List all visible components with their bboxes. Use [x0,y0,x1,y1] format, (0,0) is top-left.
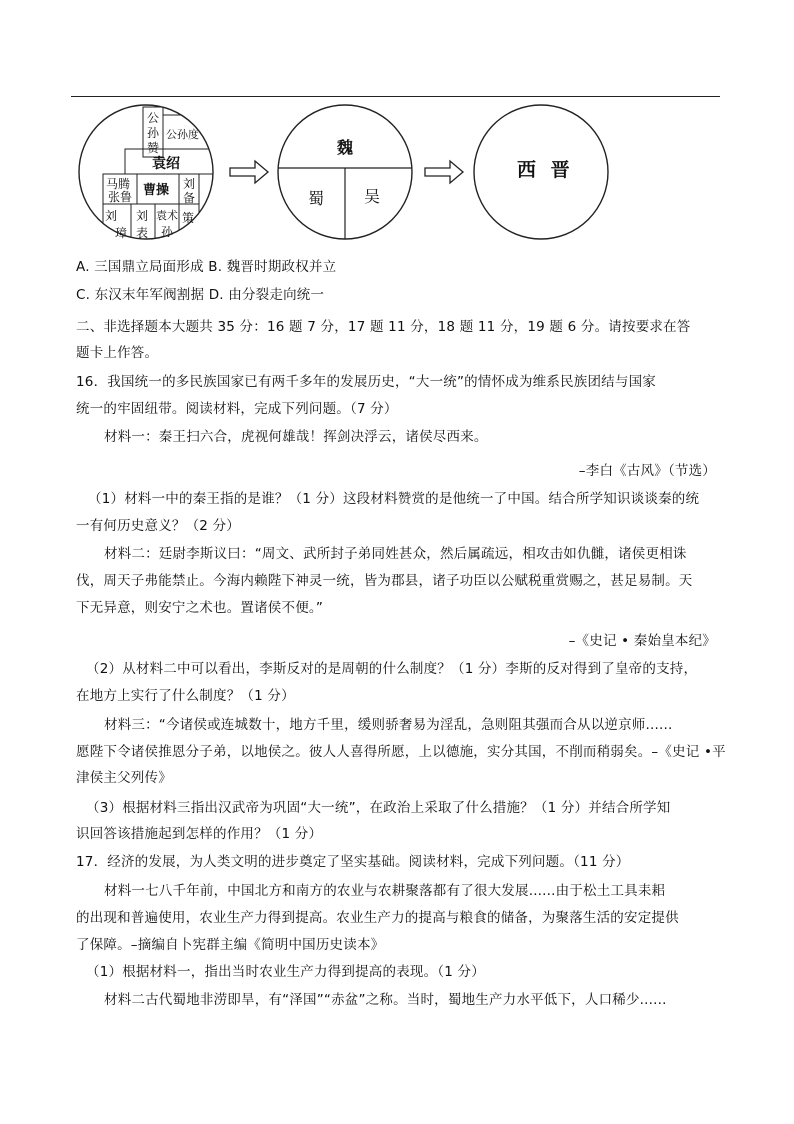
q16-source2: –《史记 • 秦始皇本纪》 [568,633,716,649]
q16-sub2-cont: 在地方上实行了什么制度？（1 分） [76,688,295,704]
q16-material2-cont1: 伐，周天子弗能禁止。今海内赖陛下神灵一统，皆为郡县，诸子功臣以公赋税重赏赐之，甚足易制。天 [76,573,693,589]
q17-material2: 材料二古代蜀地非涝即旱，有“泽国”“赤盆”之称。当时，蜀地生产力水平低下，人口稀少...... [104,992,667,1008]
arrow-right-icon [230,161,268,183]
q16-intro-cont: 统一的牢固纽带。阅读材料，完成下列问题。（7 分） [76,401,398,417]
cell-mateng: 马腾 [106,177,131,191]
cell-yuanshu: 袁术 [156,209,178,222]
q16-material1: 材料一：秦王扫六合，虎视何雄哉！挥剑决浮云，诸侯尽西来。 [104,429,488,445]
q17-intro: 17．经济的发展，为人类文明的进步奠定了坚实基础。阅读材料，完成下列问题。（11 分） [76,854,630,870]
cell-zan: 赞 [147,141,160,155]
q16-material3: 材料三：“今诸侯或连城数十，地方千里，缓则骄奢易为淫乱，急则阻其强而合从以逆京师...... [104,717,673,733]
cell-zhanglu: 张鲁 [108,190,133,204]
option-cd: C. 东汉末年军阀割据 D. 由分裂走向统一 [76,287,325,303]
history-diagram [75,100,635,250]
label-wu: 吴 [364,187,381,206]
warlords-circle [79,105,213,242]
label-wei: 魏 [337,138,354,157]
q16-material2-cont2: 下无异意，则安宁之术也。置诸侯不便。” [76,600,324,616]
cell-yuanshao: 袁绍 [152,156,180,172]
three-kingdoms-circle [278,105,412,239]
q16-material3-cont2: 津侯主父列传》 [76,770,172,786]
q16-sub3: （3）根据材料三指出汉武帝为巩固“大一统”，在政治上采取了什么措施？（1 分）并结合所学知 [86,800,671,816]
q17-sub1: （1）根据材料一，指出当时农业生产力得到提高的表现。（1 分） [86,964,485,980]
cell-zhang: 璋 [115,226,128,240]
q16-sub1-cont: 一有何历史意义？（2 分） [76,518,240,534]
header-rule [71,96,720,97]
arrow-right-icon [425,161,463,183]
q17-material1-cont1: 的出现和普遍使用，农业生产力得到提高。农业生产力的提高与粮食的储备，为聚落生活的安定提供 [76,910,679,926]
q16-material2: 材料二：廷尉李斯议曰：“周文、武所封子弟同姓甚众，然后属疏远，相攻击如仇雠，诸侯更相诛 [104,546,687,562]
q17-material1: 材料一七八千年前，中国北方和南方的农业与农耕聚落都有了很大发展......由于松土工具耒耜 [104,883,666,899]
q17-material1-cont2: 了保障。–摘编自卜宪群主编《简明中国历史读本》 [76,937,385,953]
section2-heading-cont: 题卡上作答。 [76,345,159,361]
section2-heading: 二、非选择题本大题共 35 分：16 题 7 分，17 题 11 分，18 题 11 分，19 题 6 分。请按要求在答 [76,319,691,335]
q16-source1: –李白《古风》（节选） [578,463,716,479]
cell-sunb: 孙 [161,225,174,239]
cell-ce: 策 [182,211,195,225]
q16-intro: 16．我国统一的多民族国家已有两千多年的发展历史，“大一统”的情怀成为维系民族团结与国家 [76,374,656,390]
cell-gong: 公 [147,111,160,125]
label-xijin: 西 晋 [517,159,574,181]
q16-material3-cont1: 愿陛下令诸侯推恩分子弟，以地侯之。彼人人喜得所愿，上以德施，实分其国，不削而稍弱矣。–《史记 •平 [76,744,726,760]
cell-biao: 表 [136,226,149,240]
cell-gongsundu: 公孙度 [166,128,199,141]
cell-liu-a: 刘 [183,177,196,191]
q16-sub2: （2）从材料二中可以看出，李斯反对的是周朝的什么制度？（1 分）李斯的反对得到了皇帝的支持， [86,661,698,677]
option-ab: A. 三国鼎立局面形成 B. 魏晋时期政权并立 [76,259,337,275]
cell-bei: 备 [183,191,196,205]
cell-caocao: 曹操 [143,183,170,198]
cell-liu-b: 刘 [105,209,118,223]
label-shu: 蜀 [308,189,325,208]
q16-sub1: （1）材料一中的秦王指的是谁？（1 分）这段材料赞赏的是他统一了中国。结合所学知识谈谈秦的统 [88,491,700,507]
q16-sub3-cont: 识回答该措施起到怎样的作用？（1 分） [76,826,323,842]
western-jin-circle [474,105,608,239]
cell-liu-c: 刘 [136,209,149,223]
cell-sun: 孙 [147,126,160,140]
